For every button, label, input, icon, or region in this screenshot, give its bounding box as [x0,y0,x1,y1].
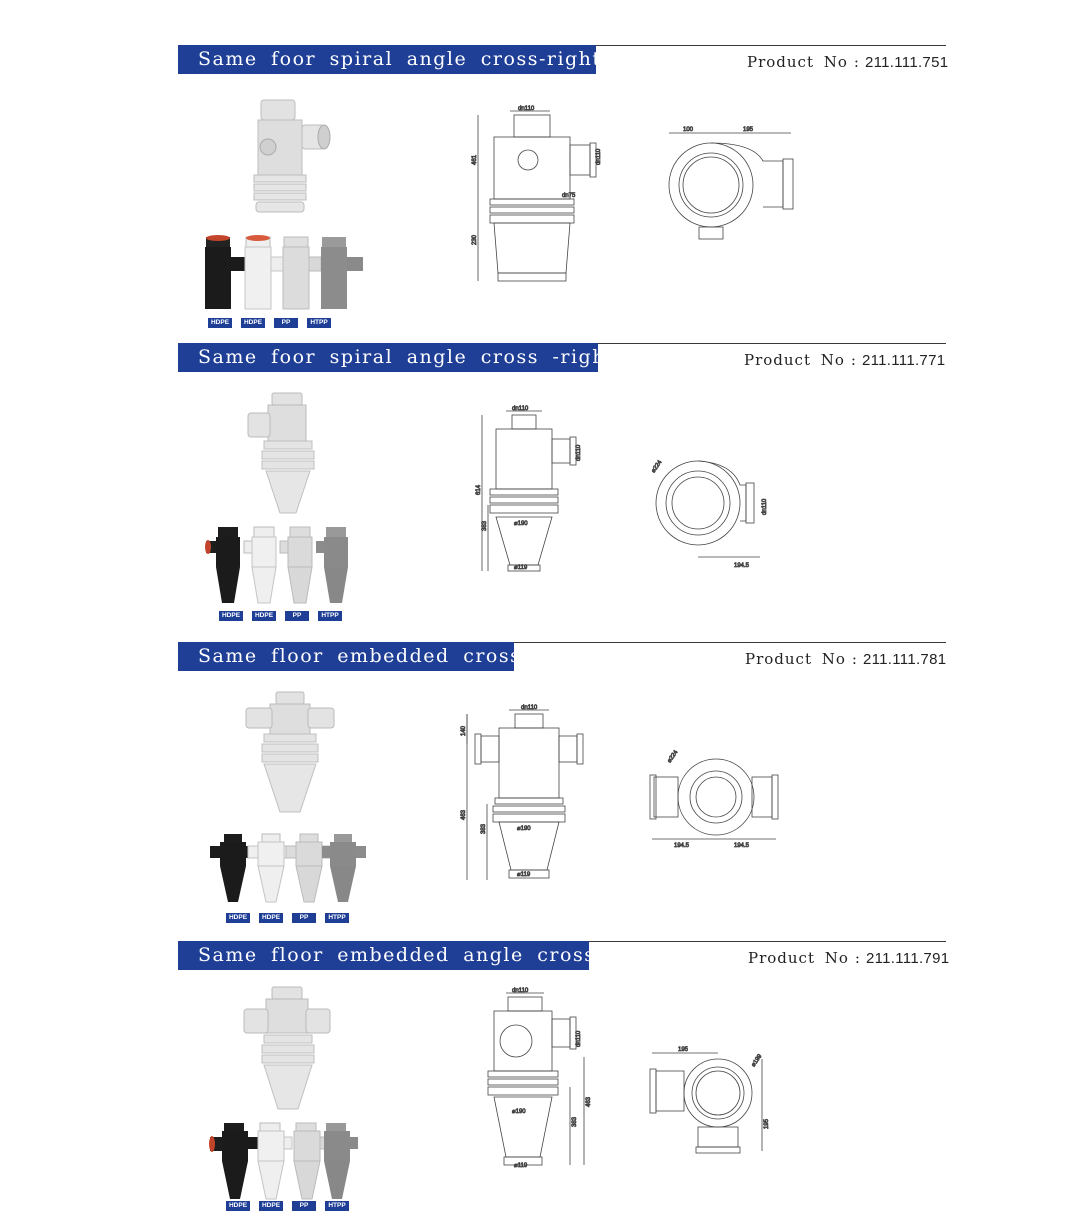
dim-side: dn110 [596,148,602,165]
product-number: Product No : 211.111.791 [748,949,950,967]
dim-d2: ⌀119 [514,565,528,571]
front-elevation-drawing [463,704,598,889]
section-title: Same floor embedded cross [178,642,514,671]
material-badges [226,1201,358,1211]
section-title: Same foor spiral angle cross -right [178,343,598,372]
dim-d2: ⌀119 [514,1163,528,1169]
dim-top: dn110 [521,705,538,711]
badge-hdpe-white: HDPE [241,318,265,328]
dim-w: 195 [678,1047,689,1053]
dim-d1: ⌀190 [514,521,528,527]
dim-h1: 461 [472,154,478,165]
front-elevation-drawing [476,405,591,585]
product-section-1 [178,45,949,335]
product-number-label: Product No [744,351,845,369]
badge-pp: PP [274,318,298,328]
product-number-value: 211.111.751 [864,54,949,71]
dim-h2: 230 [472,234,478,245]
dim-h1: 463 [586,1096,592,1107]
section-title: Same floor embedded angle cross [178,941,589,970]
dim-w2: 195 [743,127,754,133]
dim-w1: 100 [683,127,694,133]
front-elevation-drawing [486,987,596,1177]
top-view-drawing [648,1045,773,1165]
dim-dia: ⌀224 [666,749,680,765]
dim-h3: 195 [764,1118,770,1129]
dim-side: dn110 [576,1030,582,1047]
color-variants-photo [210,1121,358,1201]
badge-pp: PP [285,611,309,621]
dim-side: dn110 [576,444,582,461]
dim-d1: ⌀190 [512,1109,526,1115]
product-number: Product No : 211.111.781 [745,650,947,668]
badge-hdpe-black: HDPE [208,318,232,328]
dim-h1: 463 [461,809,467,820]
product-photo [242,985,337,1115]
product-number-value: 211.111.781 [862,651,947,668]
badge-hdpe-black: HDPE [219,611,243,621]
product-photo [244,391,339,521]
badge-htpp: HTPP [318,611,342,621]
badge-hdpe-white: HDPE [252,611,276,621]
badge-htpp: HTPP [325,913,349,923]
dim-d1: ⌀190 [517,826,531,832]
top-view-drawing [663,127,798,242]
dim-h1: 614 [476,484,482,495]
product-number-label: Product No [747,53,848,71]
dim-h2: 383 [481,823,487,834]
top-view-drawing [648,451,773,571]
dim-dia: ⌀199 [750,1053,764,1069]
dim-h2: 383 [572,1116,578,1127]
badge-htpp: HTPP [307,318,331,328]
dim-w2: 194.5 [734,843,750,849]
badge-pp: PP [292,1201,316,1211]
top-view-drawing [648,747,783,857]
dim-top: dn110 [518,106,535,112]
dim-w1: 194.5 [674,843,690,849]
product-number: Product No : 211.111.751 [747,53,949,71]
product-section-3 [178,642,946,932]
color-variants-photo [206,525,356,605]
dim-dia: ⌀224 [650,459,664,475]
color-variants-photo [208,832,368,904]
front-elevation-drawing [470,105,610,290]
badge-hdpe-black: HDPE [226,913,250,923]
badge-hdpe-white: HDPE [259,913,283,923]
product-number-label: Product No [745,650,846,668]
badge-hdpe-white: HDPE [259,1201,283,1211]
product-photo [244,690,339,820]
dim-top: dn110 [512,406,529,412]
product-number-label: Product No [748,949,849,967]
dim-h2: 383 [482,520,488,531]
product-number: Product No : 211.111.771 [744,351,946,369]
dim-top: dn110 [512,988,529,994]
product-photo [246,95,346,220]
product-section-4 [178,941,950,1231]
dim-small: dn75 [562,193,576,199]
badge-pp: PP [292,913,316,923]
product-number-value: 211.111.791 [865,950,950,967]
material-badges [226,913,358,923]
badge-htpp: HTPP [325,1201,349,1211]
dim-h0: 140 [461,725,467,736]
product-section-2 [178,343,946,633]
dim-side2: dn110 [762,498,768,515]
material-badges [219,611,351,621]
badge-hdpe-black: HDPE [226,1201,250,1211]
section-title: Same foor spiral angle cross-right [178,45,596,74]
dim-d2: ⌀119 [517,872,531,878]
dim-w: 194.5 [734,563,750,569]
color-variants-photo [202,233,367,311]
material-badges [208,318,340,328]
product-number-value: 211.111.771 [861,352,946,369]
